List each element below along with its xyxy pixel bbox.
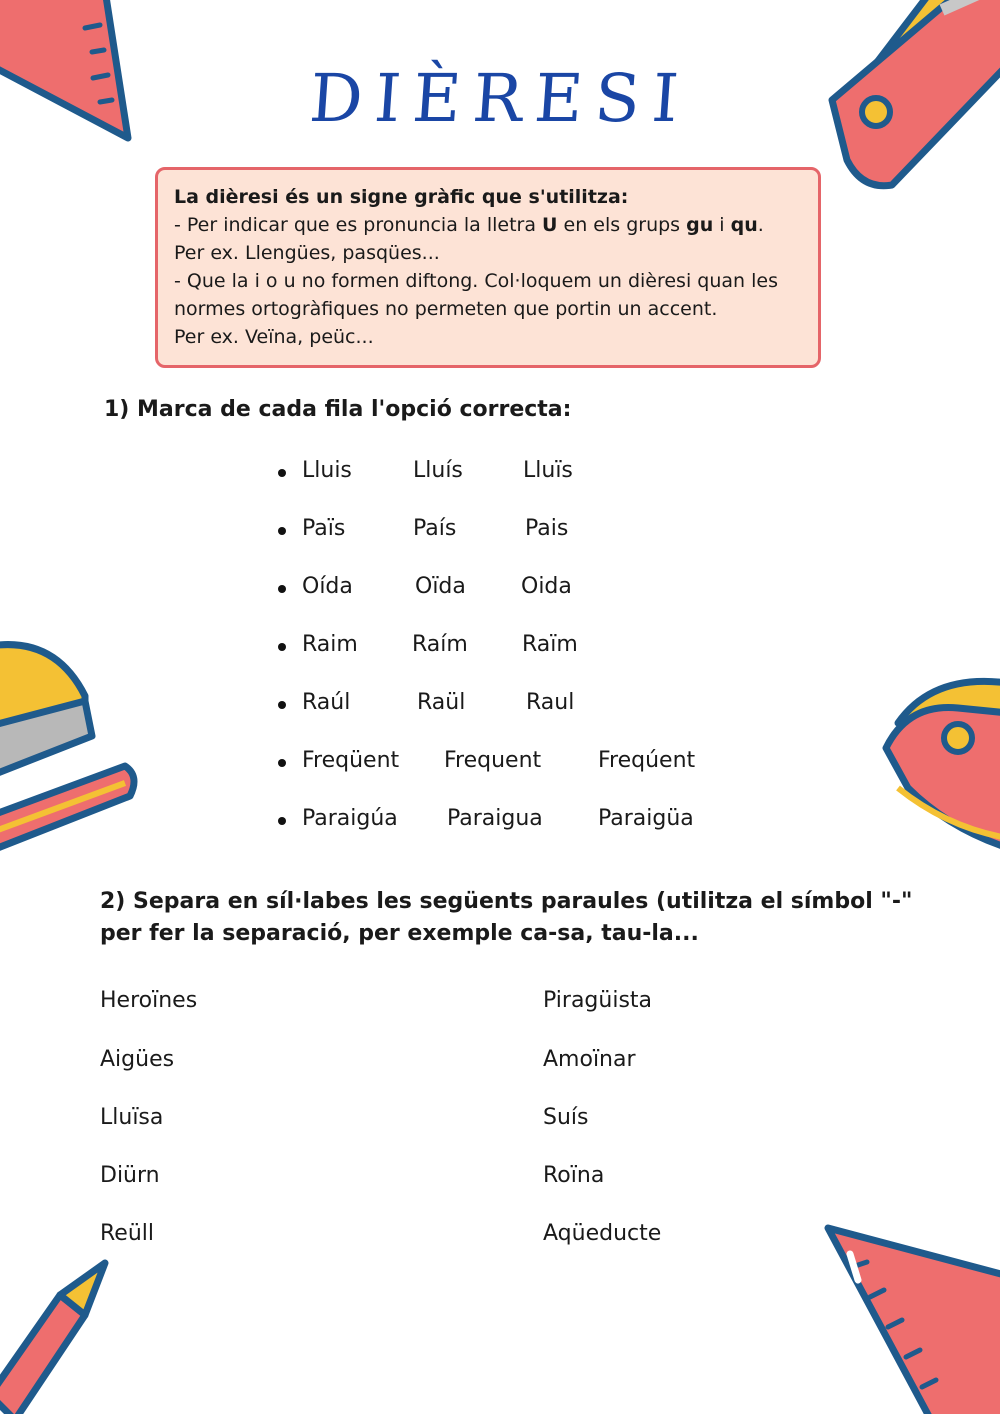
option-choice[interactable]: Raim [302, 632, 358, 657]
info-line-3: - Que la i o u no formen diftong. Col·loquem un dièresi quan les normes ortogràfiques no permeten que portin un accent. [174, 270, 778, 320]
bullet-icon [278, 759, 286, 767]
info-heading: La dièresi és un signe gràfic que s'utilitza: [174, 186, 629, 208]
option-choice[interactable]: Freqúent [598, 748, 696, 773]
bullet-icon [278, 701, 286, 709]
word-item: Reüll [100, 1221, 155, 1246]
stapler-icon [0, 636, 145, 866]
option-choice[interactable]: Lluís [413, 458, 463, 483]
info-line-2: Per ex. Llengües, pasqües... [174, 242, 440, 264]
option-choice[interactable]: Raül [417, 690, 466, 715]
word-item: Suís [543, 1105, 589, 1130]
word-item: Heroïnes [100, 988, 198, 1013]
option-choice[interactable]: Raïm [522, 632, 578, 657]
word-item: Roïna [543, 1163, 605, 1188]
option-choice[interactable]: Raúl [302, 690, 351, 715]
pencil-icon [0, 1255, 115, 1414]
word-item: Diürn [100, 1163, 160, 1188]
word-item: Lluïsa [100, 1105, 164, 1130]
option-choice[interactable]: Paraigúa [302, 806, 398, 831]
option-choice[interactable]: Lluïs [523, 458, 573, 483]
info-line-4: Per ex. Veïna, peüc... [174, 326, 374, 348]
stapler-icon [878, 668, 1000, 858]
info-line-1: - Per indicar que es pronuncia la lletra U en els grups gu i qu. [174, 214, 764, 236]
option-choice[interactable]: Oida [521, 574, 572, 599]
option-choice[interactable]: Paraigua [447, 806, 543, 831]
option-choice[interactable]: Païs [302, 516, 346, 541]
word-item: Aigües [100, 1047, 175, 1072]
bullet-icon [278, 817, 286, 825]
page-title: DIÈRESI [307, 60, 693, 137]
ruler-triangle-icon [822, 1222, 1000, 1414]
word-item: Amoïnar [543, 1047, 636, 1072]
option-choice[interactable]: Oïda [415, 574, 466, 599]
option-choice[interactable]: Lluis [302, 458, 352, 483]
option-choice[interactable]: Oída [302, 574, 353, 599]
option-choice[interactable]: Frequent [444, 748, 542, 773]
option-choice[interactable]: País [413, 516, 457, 541]
word-item: Piragüista [543, 988, 653, 1013]
bullet-icon [278, 527, 286, 535]
option-choice[interactable]: Freqüent [302, 748, 400, 773]
word-item: Aqüeducte [543, 1221, 662, 1246]
exercise-1-instruction: 1) Marca de cada fila l'opció correcta: [104, 397, 572, 422]
option-choice[interactable]: Raul [526, 690, 575, 715]
bullet-icon [278, 643, 286, 651]
exercise-2-instruction: 2) Separa en síl·labes les següents paraules (utilitza el símbol "-" per fer la separació, per exemple ca-sa, tau-la... [100, 889, 913, 946]
info-box [155, 167, 821, 368]
option-choice[interactable]: Raím [412, 632, 468, 657]
bullet-icon [278, 469, 286, 477]
option-choice[interactable]: Paraigüa [598, 806, 694, 831]
bullet-icon [278, 585, 286, 593]
option-choice[interactable]: Pais [525, 516, 569, 541]
